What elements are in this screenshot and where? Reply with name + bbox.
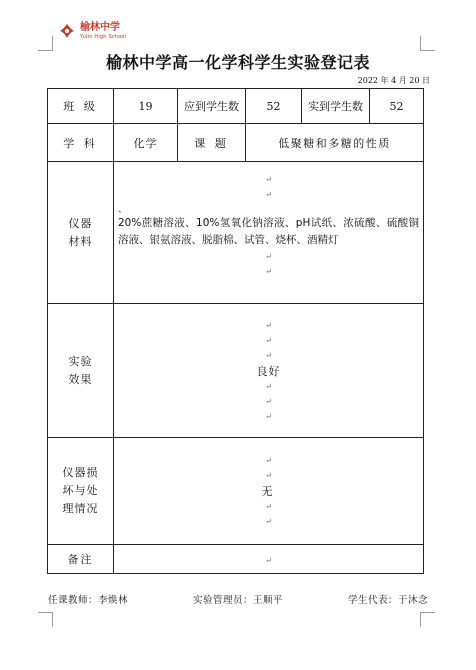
effect-label-line1: 实验: [68, 354, 93, 368]
damage-value: 无: [261, 485, 276, 498]
crop-mark-top-right: [420, 36, 435, 51]
topic-label: 课 题: [178, 124, 246, 162]
class-value: 19: [114, 89, 178, 124]
class-label: 班 级: [48, 89, 114, 124]
expected-students-value: 52: [246, 89, 302, 124]
crop-mark-bottom-right: [420, 612, 435, 627]
notes-value: ↵: [114, 545, 424, 574]
subject-label: 学 科: [48, 124, 114, 162]
effect-value: 良好: [256, 364, 281, 378]
effect-row: 实验 效果 ↵ ↵ ↵ 良好 ↵ ↵ ↵: [48, 304, 424, 438]
page-title: 榆林中学高一化学科学生实验登记表: [105, 53, 370, 72]
actual-students-label: 实到学生数: [302, 89, 370, 124]
materials-pre-mark: 、: [118, 205, 128, 215]
school-name-cn: 榆林中学: [80, 21, 120, 33]
school-name-en: Yulin High School: [80, 33, 127, 40]
damage-label-line2: 坏与处: [62, 484, 99, 497]
school-logo: [58, 18, 126, 44]
record-date: 2022 年 4 月 20 日: [357, 76, 430, 85]
materials-row: 仪器 材料 ↵ ↵ 、 20%蔗糖溶液、10%氢氧化钠溶液、pH试纸、浓硫酸、硫酸铜溶液、银氨溶液、脱脂棉、试管、烧杯、酒精灯 ↵ ↵: [48, 162, 424, 304]
expected-students-label: 应到学生数: [178, 89, 246, 124]
crop-mark-bottom-left: [38, 612, 53, 627]
topic-value: 低聚糖和多糖的性质: [246, 124, 424, 162]
registration-table: [47, 88, 424, 574]
notes-row: [48, 545, 424, 574]
signature-footer: [48, 592, 428, 606]
class-row: [48, 89, 424, 124]
effect-label-line2: 效果: [68, 372, 93, 386]
actual-students-value: 52: [370, 89, 424, 124]
damage-label-line3: 理情况: [62, 502, 99, 515]
crop-mark-top-left: [38, 36, 53, 51]
manager-signature: 实验管理员：王顺平: [192, 595, 283, 606]
subject-value: 化学: [114, 124, 178, 162]
damage-row: 仪器损 坏与处 理情况 ↵ ↵ 无 ↵ ↵: [48, 438, 424, 545]
damage-label-line1: 仪器损: [62, 466, 99, 479]
materials-label-line2: 材料: [68, 234, 93, 248]
school-emblem-icon: [58, 22, 76, 40]
teacher-signature: 任课教师：李焕林: [48, 595, 129, 606]
subject-row: [48, 124, 424, 162]
materials-label-line1: 仪器: [68, 216, 93, 230]
notes-label: 备注: [48, 545, 114, 574]
materials-list: 20%蔗糖溶液、10%氢氧化钠溶液、pH试纸、浓硫酸、硫酸铜溶液、银氨溶液、脱脂棉、试管、烧杯、酒精灯: [118, 217, 419, 246]
student-rep-signature: 学生代表：于沐念: [347, 595, 428, 606]
